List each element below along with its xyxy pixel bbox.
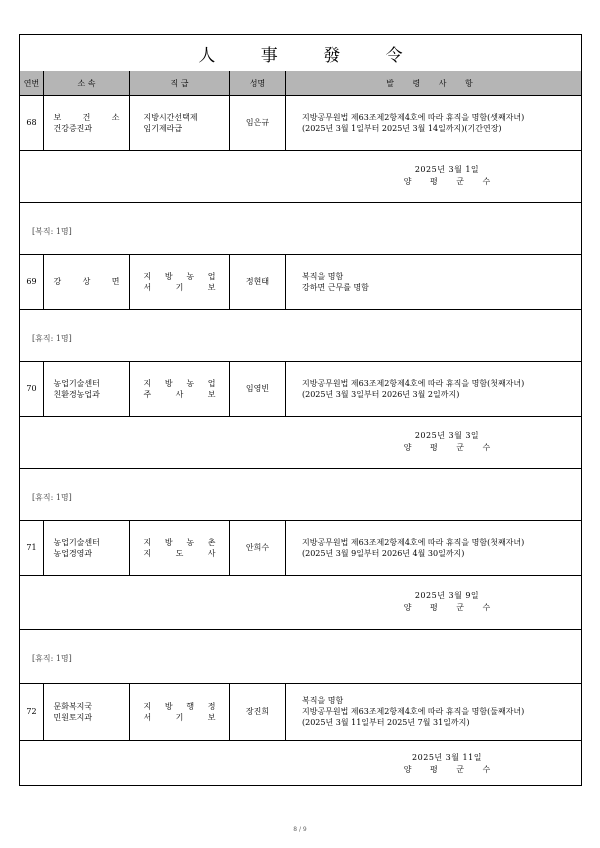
entry-name: 임은규 <box>230 95 286 150</box>
header-name: 성명 <box>230 71 286 95</box>
entry-dept: 문화복지국 민원토지과 <box>44 683 130 740</box>
entry-grade: 지 방 행 정 서 기 보 <box>130 683 230 740</box>
signature-row <box>20 416 581 469</box>
document-title: 人 事 發 令 <box>198 45 423 66</box>
header-grade: 직 급 <box>130 71 230 95</box>
entry-grade: 지 방 농 업 서 기 보 <box>130 254 230 309</box>
section-label: [휴직: 1명] <box>32 493 72 502</box>
title-row <box>20 35 581 72</box>
entry-grade: 지 방 농 업 주 사 보 <box>130 361 230 416</box>
signature: 2025년 3월 9일 양 평 군 수 <box>403 591 499 612</box>
entry-grade: 지방시간선택제 임기제라급 <box>130 95 230 150</box>
entry-dept: 보 건 소 건강증진과 <box>44 95 130 150</box>
signature-row <box>20 150 581 203</box>
table-row <box>20 520 581 576</box>
section-label: [휴직: 1명] <box>32 334 72 343</box>
signature-row <box>20 575 581 630</box>
signature: 2025년 3월 3일 양 평 군 수 <box>403 431 499 452</box>
entry-no: 70 <box>20 361 44 416</box>
entry-grade: 지 방 농 촌 지 도 사 <box>130 520 230 575</box>
section-label-row <box>20 202 581 255</box>
entry-name: 임영빈 <box>230 361 286 416</box>
entry-no: 68 <box>20 95 44 150</box>
section-label-row <box>20 629 581 684</box>
table-row <box>20 95 581 151</box>
entry-no: 71 <box>20 520 44 575</box>
signature-row <box>20 740 581 785</box>
entry-dept: 농업기술센터 농업경영과 <box>44 520 130 575</box>
personnel-order-table <box>19 34 582 786</box>
header-no: 연번 <box>20 71 44 95</box>
entry-detail: 지방공무원법 제63조제2항제4호에 따라 휴직을 명함(첫째자녀) (2025년 3월 9일부터 2026년 4월 30일까지) <box>302 537 525 558</box>
header-detail: 발 령 사 항 <box>386 78 481 88</box>
table-row <box>20 254 581 310</box>
entry-detail: 지방공무원법 제63조제2항제4호에 따라 휴직을 명함(셋째자녀) (2025년 3월 1일부터 2025년 3월 14일까지)(기간연장) <box>302 112 525 133</box>
header-row <box>20 71 581 96</box>
signature: 2025년 3월 1일 양 평 군 수 <box>403 165 499 186</box>
section-label-row <box>20 468 581 521</box>
section-label: [휴직: 1명] <box>32 654 72 663</box>
entry-detail: 복직을 명함 강하면 근무를 명함 <box>302 271 369 292</box>
entry-name: 장진희 <box>230 683 286 740</box>
entry-dept: 강 상 면 <box>44 254 130 309</box>
signature: 2025년 3월 11일 양 평 군 수 <box>403 753 499 774</box>
entry-name: 정현태 <box>230 254 286 309</box>
table-row <box>20 683 581 741</box>
entry-no: 69 <box>20 254 44 309</box>
entry-no: 72 <box>20 683 44 740</box>
section-label-row <box>20 309 581 362</box>
header-dept: 소 속 <box>44 71 130 95</box>
entry-detail: 복직을 명함 지방공무원법 제63조제2항제4호에 따라 휴직을 명함(둘째자녀) (2025년 3월 11일부터 2025년 7월 31일까지) <box>302 696 525 727</box>
entry-detail: 지방공무원법 제63조제2항제4호에 따라 휴직을 명함(첫째자녀) (2025년 3월 3일부터 2026년 3월 2일까지) <box>302 378 525 399</box>
entry-name: 안희수 <box>230 520 286 575</box>
page-number: 8 / 9 <box>293 826 307 833</box>
table-row <box>20 361 581 417</box>
section-label: [복직: 1명] <box>32 227 72 236</box>
entry-dept: 농업기술센터 친환경농업과 <box>44 361 130 416</box>
